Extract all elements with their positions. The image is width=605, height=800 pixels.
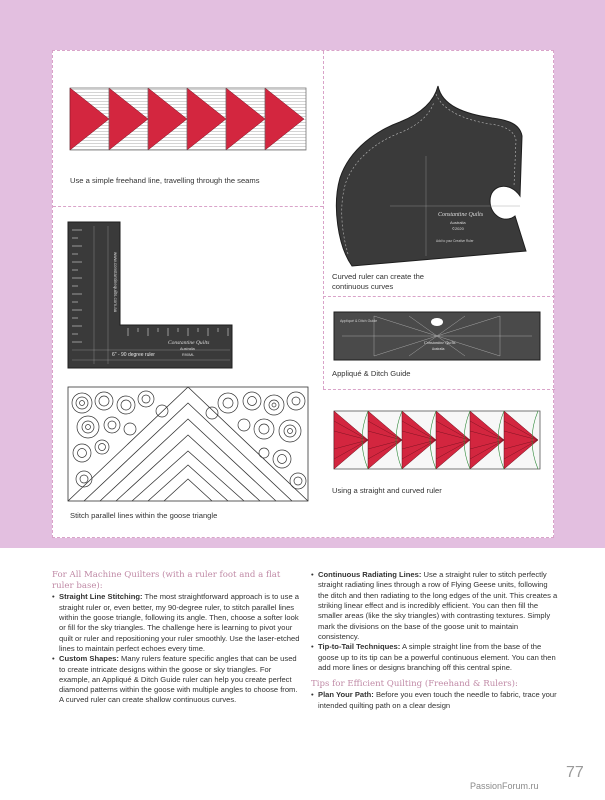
l-ruler-url: www.constantinequilts.com.au: [113, 252, 118, 313]
caption-curved-line1: Curved ruler can create the: [332, 272, 425, 281]
bullet-straight-line-title: Straight Line Stitching:: [59, 592, 143, 602]
bullet-custom-shapes-title: Custom Shapes:: [59, 654, 119, 664]
bullet-straight-line-text: The most straightforward approach is to use a straight ruler or, even better, my 90-degree ruler, to stitch parallel lines within the goose triangle, following its angle. Then, choose a softer look or fill for the sky triangles. The challenge here is learning to pivot your quilt or ruler and repositioning your ruler smoothly. Use the laser-etched lines to maintain perfect echoes every time.: [59, 592, 300, 653]
l-ruler-label: 6" - 90 degree ruler: [112, 352, 155, 358]
bullet-radiating-lines-title: Continuous Radiating Lines:: [318, 570, 422, 579]
l-ruler-brand: Constantine Quilts: [168, 340, 210, 346]
bullet-plan-path: [311, 690, 559, 711]
straight-curved-geese-illustration: [334, 411, 540, 469]
bullet-plan-path-title: Plan Your Path:: [318, 690, 374, 700]
curved-ruler-note: Add to your Creative Ruler: [436, 239, 474, 243]
bullet-radiating-lines: [311, 570, 559, 642]
panel-divider-vertical-top: [323, 51, 324, 389]
applique-ditch-guide-illustration: [334, 312, 540, 360]
bullet-tip-to-tail: [311, 642, 559, 673]
panel-divider-h1: [53, 206, 323, 207]
l-ruler-country: Australia: [180, 347, 195, 351]
l-ruler-code: R90ML: [182, 353, 195, 357]
caption-parallel: Stitch parallel lines within the goose triangle: [70, 511, 218, 520]
left-text-column: [52, 570, 302, 706]
flying-geese-freehand-illustration: [70, 88, 306, 150]
guide-title: Appliqué & Ditch Guide: [340, 319, 378, 323]
curved-ruler-country: Australia: [450, 220, 466, 225]
caption-curved-line2: continuous curves: [332, 282, 394, 292]
bullet-plan-path-text: Before you even touch the needle to fabric, trace your intended quilting path on a clear design: [318, 690, 557, 710]
caption-straight-curved: Using a straight and curved ruler: [332, 486, 442, 495]
section-heading-efficient-tips: Tips for Efficient Quilting (Freehand & Rulers):: [311, 679, 518, 690]
guide-country: Australia: [432, 347, 445, 351]
panel-divider-h3: [323, 389, 555, 390]
caption-freehand: Use a simple freehand line, travelling through the seams: [70, 176, 260, 185]
section-heading-all-quilters: For All Machine Quilters (with a ruler foot and a flat ruler base):: [52, 570, 281, 592]
panel-divider-h2: [323, 296, 555, 297]
bullet-tip-to-tail-text: A simple straight line from the base of the goose up to its tip can be a powerful continuous element. You can then add more lines or designs branching off this central spine.: [318, 642, 556, 672]
parallel-lines-goose-illustration: [68, 387, 308, 501]
curved-ruler-brand: Constantine Quilts: [438, 212, 484, 218]
ninety-degree-ruler-illustration: [68, 222, 234, 368]
caption-curved-ruler: [332, 272, 424, 293]
caption-applique: Appliqué & Ditch Guide: [332, 369, 411, 378]
bullet-custom-shapes-text: Many rulers feature specific angles that can be used to create intricate designs within the goose or sky triangles. For example, an Appliqué & Ditch Guide ruler can help you create perfect diamond patterns within the goose with multiple angles to choose from. A curved ruler can create shallow continuous curves.: [59, 654, 298, 705]
page-number: 77: [566, 764, 584, 781]
bullet-tip-to-tail-title: Tip-to-Tail Techniques:: [318, 642, 401, 652]
bullet-straight-line: [52, 592, 302, 654]
guide-brand: Constantine Quilts: [424, 340, 456, 345]
bullet-radiating-lines-text: Use a straight ruler to stitch perfectly straight radiating lines through a row of Flying Geese units, following the ditch and then radiating to the long edges of the unit. This creates a striking linear effect and is incredibly efficient. You can then fill the smaller areas (like the sky triangles) with contrasting textures. Simply mark the divisions on the base of the goose unit to maintain consistency.: [318, 570, 558, 641]
bullet-custom-shapes: [52, 654, 302, 706]
curved-ruler-illustration: [330, 86, 542, 266]
curved-ruler-year: ©2020: [452, 226, 464, 231]
watermark: PassionForum.ru: [470, 781, 539, 791]
right-text-column: [311, 570, 559, 711]
